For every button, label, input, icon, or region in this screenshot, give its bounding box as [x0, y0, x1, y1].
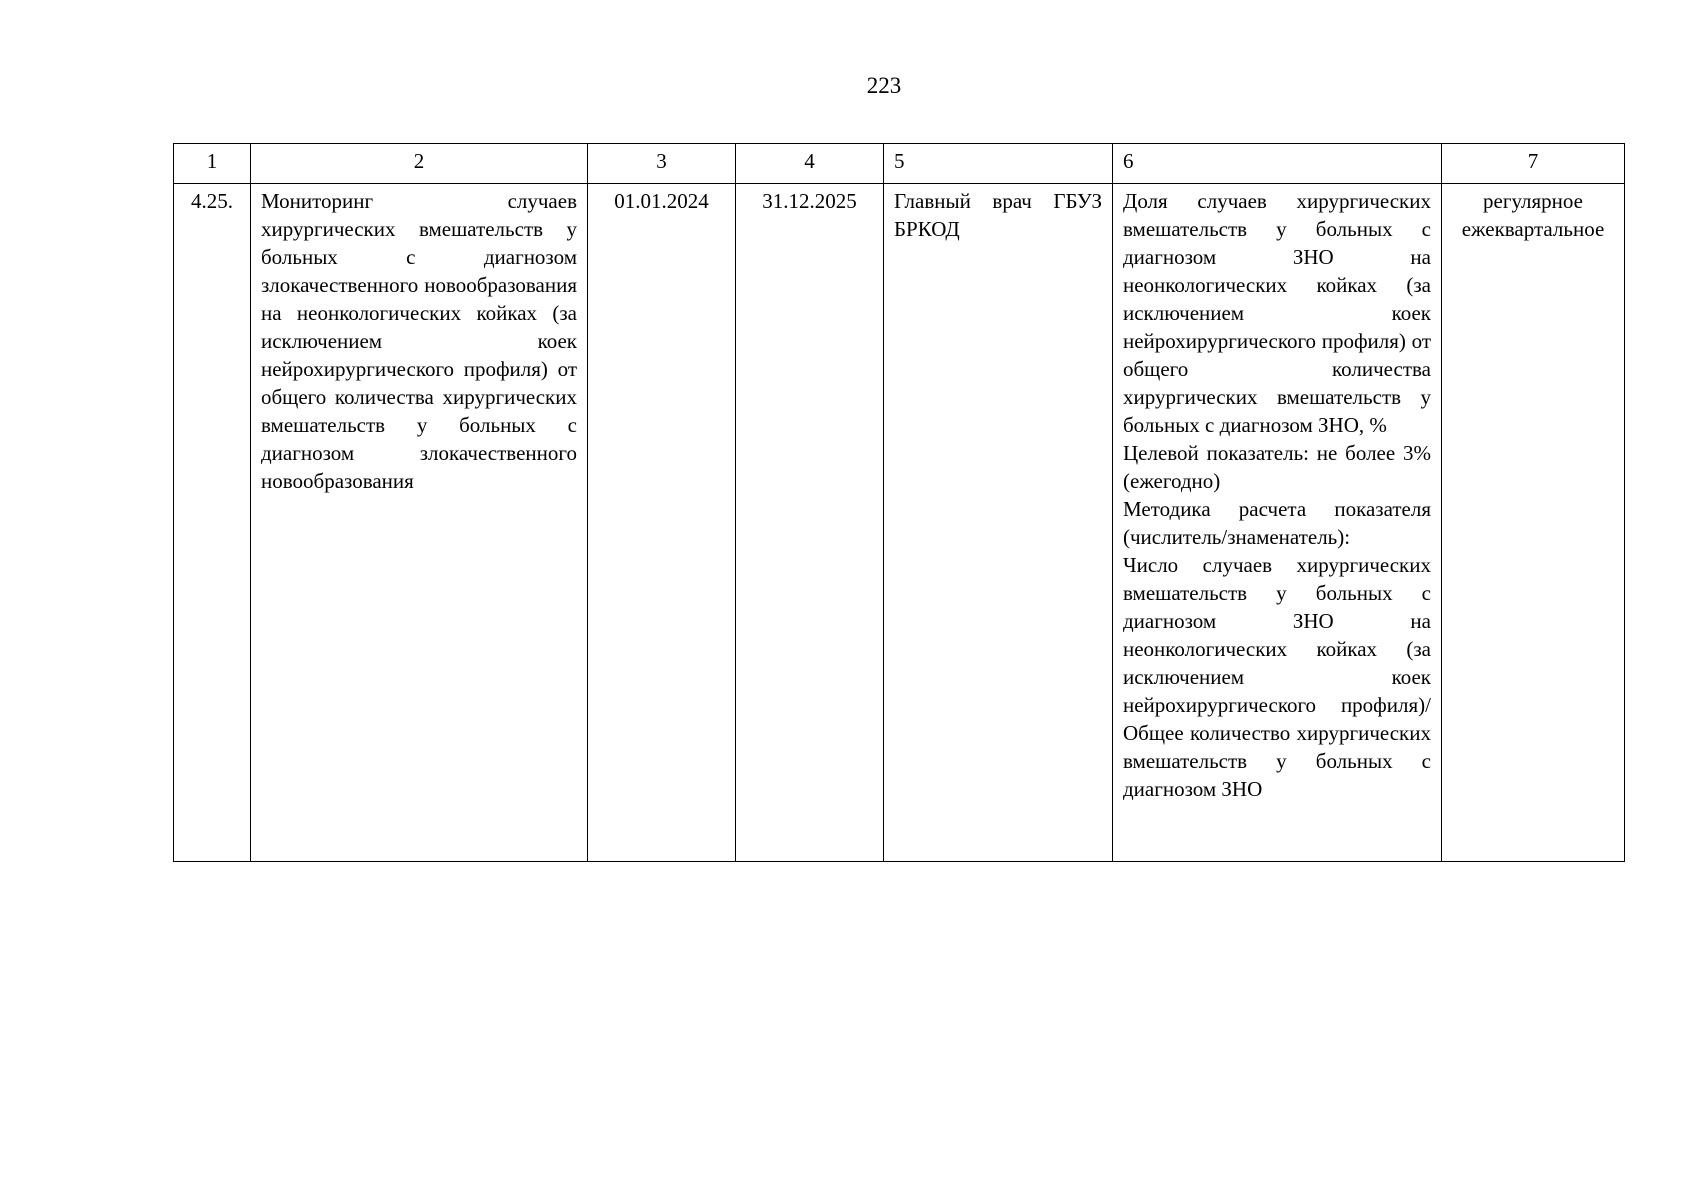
event-description: Мониторинг случаев хирургических вмешательств у больных с диагнозом злокачественного новообразования на неонкологических койках (за исключением коек нейрохирургического профиля) от общего количества хирургических вмешательств у больных с диагнозом злокачественного новообразования [251, 184, 588, 862]
indicator-description: Доля случаев хирургических вмешательств у больных с диагнозом ЗНО на неонкологических койках (за исключением коек нейрохирургического профиля) от общего количества хирургических вмешательств у больных с диагнозом ЗНО, % [1123, 189, 1431, 437]
page-number: 223 [866, 73, 902, 98]
measures-table [173, 143, 1625, 862]
header-cell-4: 4 [736, 144, 884, 184]
calculation-formula: Число случаев хирургических вмешательств у больных с диагнозом ЗНО на неонкологических койках (за исключением коек нейрохирургического профиля)/ Общее количество хирургических вмешательств у больных с диагнозом ЗНО [1123, 553, 1431, 801]
frequency: регулярное ежеквартальное [1442, 184, 1625, 862]
header-cell-7: 7 [1442, 144, 1625, 184]
end-date: 31.12.2025 [736, 184, 884, 862]
header-cell-3: 3 [588, 144, 736, 184]
indicator-cell [1113, 184, 1442, 862]
calculation-method-title: Методика расчета показателя (числитель/знаменатель): [1123, 497, 1431, 549]
header-cell-5: 5 [884, 144, 1113, 184]
target-indicator: Целевой показатель: не более 3% (ежегодно) [1123, 441, 1431, 493]
responsible-person: Главный врач ГБУЗ БРКОД [884, 184, 1113, 862]
header-cell-2: 2 [251, 144, 588, 184]
header-cell-6: 6 [1113, 144, 1442, 184]
table-header-row [174, 144, 1625, 184]
header-cell-1: 1 [174, 144, 251, 184]
row-number: 4.25. [174, 184, 251, 862]
table-row [174, 184, 1625, 862]
start-date: 01.01.2024 [588, 184, 736, 862]
